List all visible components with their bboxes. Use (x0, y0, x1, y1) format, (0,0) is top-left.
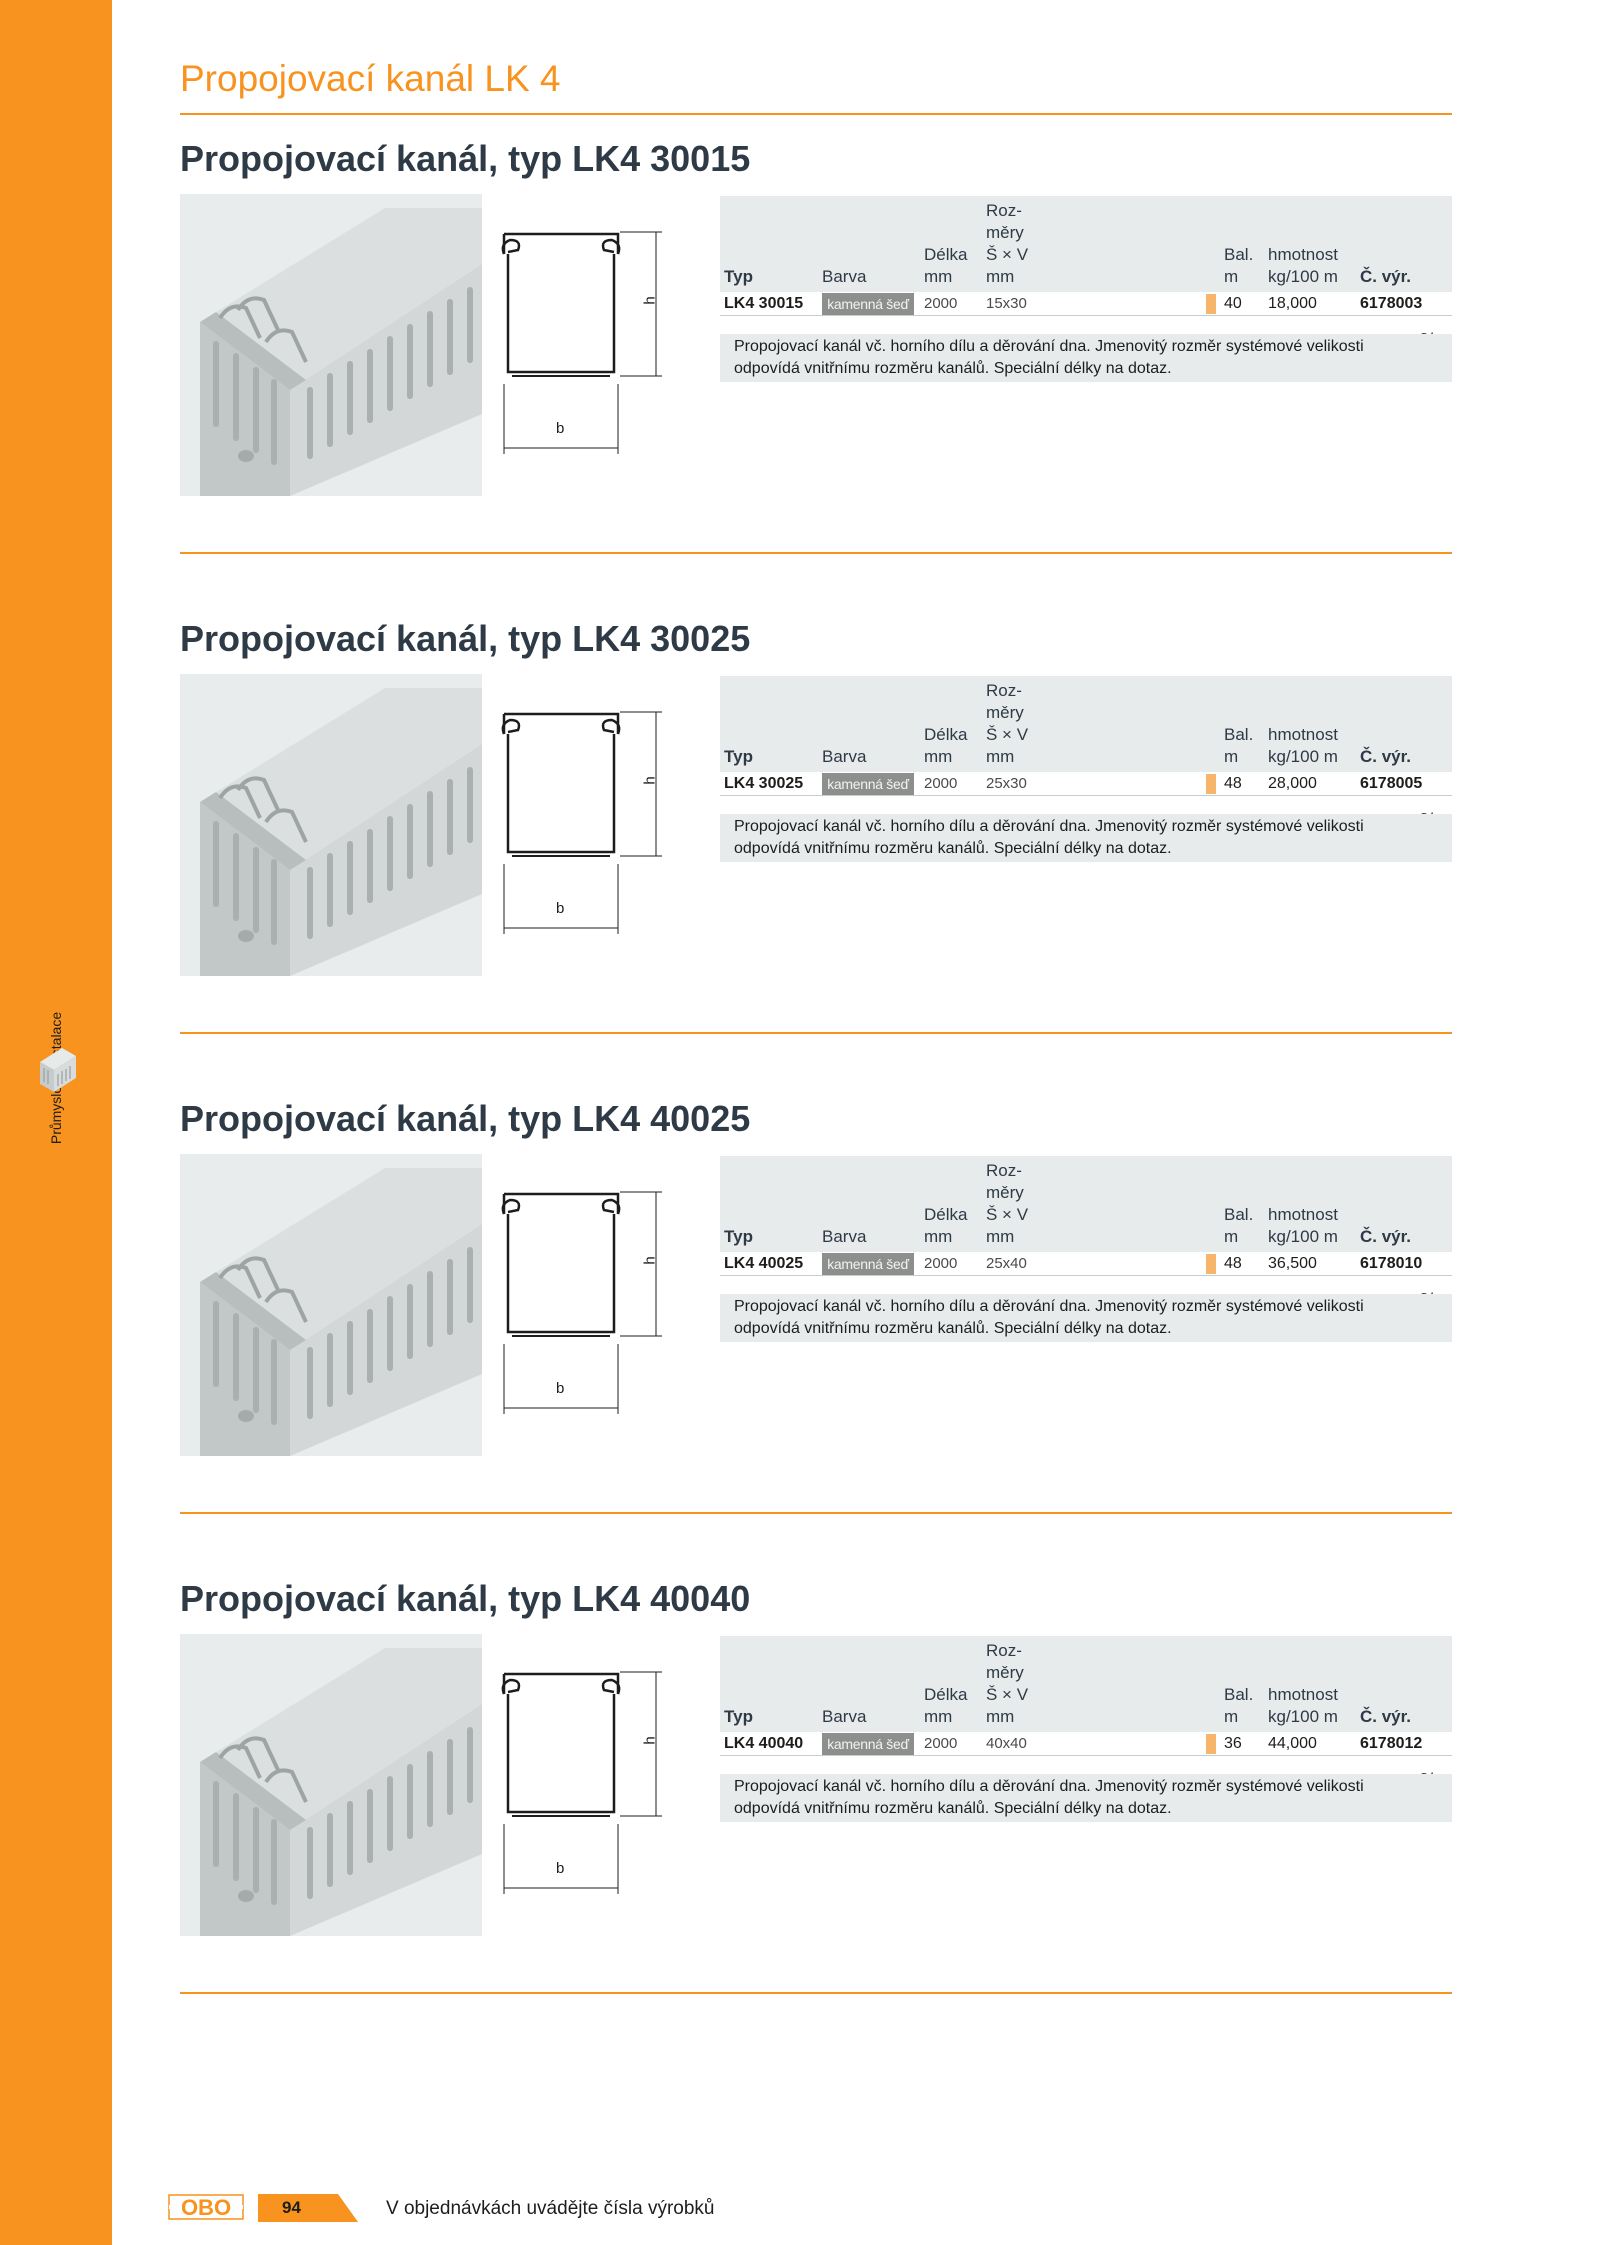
width-label: b (556, 1380, 565, 1397)
text-line: m (1224, 1227, 1239, 1246)
text-line: odpovídá vnitřnímu rozměru kanálů. Speciální délky na dotaz. (734, 1800, 1172, 1817)
section-divider (180, 552, 1452, 554)
text-line: kg/100 m (1268, 1707, 1338, 1726)
text-line: mm (924, 1707, 953, 1726)
header-bal (1224, 244, 1253, 288)
footer-note: V objednávkách uvádějte čísla výrobků (386, 2198, 715, 2219)
color-swatch: kamenná šeď (822, 773, 914, 795)
product-description (720, 814, 1452, 862)
logo-text: OBO (180, 2195, 232, 2220)
header-rozmery (986, 1640, 1028, 1728)
header-rozmery (986, 1160, 1028, 1248)
cross-section-drawing (498, 706, 688, 938)
text-line: Propojovací kanál vč. horního dílu a děrování dna. Jmenovitý rozměr systémové velikosti (734, 1778, 1364, 1795)
height-label: h (641, 296, 659, 305)
text-line: odpovídá vnitřnímu rozměru kanálů. Speciální délky na dotaz. (734, 360, 1172, 377)
cell-delka: 2000 (924, 1735, 958, 1752)
cell-typ: LK4 30025 (724, 775, 804, 792)
cell-rozmery: 25x30 (986, 775, 1027, 792)
width-label: b (556, 420, 565, 437)
header-typ: Typ (724, 1707, 753, 1726)
color-swatch: kamenná šeď (822, 293, 914, 315)
cell-bal: 48 (1224, 1255, 1242, 1272)
product-description (720, 1774, 1452, 1822)
cell-cvyr: 6178003 (1360, 295, 1423, 312)
product-description (720, 334, 1452, 382)
width-label: b (556, 900, 565, 917)
section-title: Propojovací kanál, typ LK4 30015 (180, 138, 751, 179)
cell-typ: LK4 30015 (724, 295, 804, 312)
page-title: Propojovací kanál LK 4 (180, 58, 561, 99)
header-cvyr: Č. výr. (1360, 747, 1412, 766)
cell-hmotnost: 36,500 (1268, 1255, 1317, 1272)
header-typ: Typ (724, 747, 753, 766)
header-cvyr: Č. výr. (1360, 267, 1412, 286)
text-line: Bal. (1224, 245, 1254, 264)
text-line: hmotnost (1268, 245, 1338, 264)
cross-section-drawing (498, 1186, 688, 1418)
text-line: Bal. (1224, 1205, 1254, 1224)
page-number-text: 94 (282, 2198, 301, 2217)
text-line: m (1224, 1707, 1239, 1726)
text-line: měry (986, 1183, 1024, 1202)
text-line: m (1224, 747, 1239, 766)
header-delka (924, 244, 967, 288)
spec-table (720, 1636, 1452, 1752)
cell-delka: 2000 (924, 1255, 958, 1272)
text-line: mm (924, 1227, 953, 1246)
cell-bal: 48 (1224, 775, 1242, 792)
text-line: měry (986, 1663, 1024, 1682)
product-description (720, 1294, 1452, 1342)
text-line: Propojovací kanál vč. horního dílu a děrování dna. Jmenovitý rozměr systémové velikosti (734, 1298, 1364, 1315)
header-delka (924, 1684, 967, 1728)
text-line: měry (986, 223, 1024, 242)
table-row (720, 292, 1452, 316)
header-hmotnost (1268, 1684, 1338, 1728)
product-section (180, 618, 1452, 1108)
header-rozmery (986, 200, 1028, 288)
height-label: h (641, 1256, 659, 1265)
width-label: b (556, 1860, 565, 1877)
header-bal (1224, 1684, 1253, 1728)
cell-cvyr: 6178012 (1360, 1735, 1423, 1752)
header-typ: Typ (724, 1227, 753, 1246)
text-line: Propojovací kanál vč. horního dílu a děrování dna. Jmenovitý rozměr systémové velikosti (734, 338, 1364, 355)
header-typ: Typ (724, 267, 753, 286)
spec-table (720, 196, 1452, 312)
color-swatch: kamenná šeď (822, 1253, 914, 1275)
text-line: Délka (924, 1685, 968, 1704)
text-line: Š × V (986, 725, 1029, 744)
availability-marker (1206, 1254, 1216, 1274)
text-line: hmotnost (1268, 1685, 1338, 1704)
header-rozmery (986, 680, 1028, 768)
height-label: h (641, 776, 659, 785)
text-line: odpovídá vnitřnímu rozměru kanálů. Speciální délky na dotaz. (734, 840, 1172, 857)
text-line: hmotnost (1268, 1205, 1338, 1224)
header-cvyr: Č. výr. (1360, 1227, 1412, 1246)
spec-table (720, 1156, 1452, 1272)
text-line: mm (924, 747, 953, 766)
header-cvyr: Č. výr. (1360, 1707, 1412, 1726)
text-line: měry (986, 703, 1024, 722)
header-hmotnost (1268, 1204, 1338, 1248)
text-line: Délka (924, 245, 968, 264)
cable-duct-thumbnail-icon (36, 1044, 78, 1094)
section-title: Propojovací kanál, typ LK4 40025 (180, 1098, 751, 1139)
text-line: Délka (924, 725, 968, 744)
product-photo (180, 194, 482, 496)
cell-bal: 40 (1224, 295, 1242, 312)
cell-cvyr: 6178010 (1360, 1255, 1423, 1272)
text-line: kg/100 m (1268, 747, 1338, 766)
text-line: Roz- (986, 681, 1022, 700)
color-swatch: kamenná šeď (822, 1733, 914, 1755)
cell-typ: LK4 40025 (724, 1255, 804, 1272)
text-line: Roz- (986, 1641, 1022, 1660)
cell-delka: 2000 (924, 775, 958, 792)
text-line: mm (924, 267, 953, 286)
text-line: Bal. (1224, 1685, 1254, 1704)
text-line: Bal. (1224, 725, 1254, 744)
availability-marker (1206, 1734, 1216, 1754)
cell-rozmery: 15x30 (986, 295, 1027, 312)
obo-logo (168, 2194, 244, 2220)
section-divider (180, 1512, 1452, 1514)
header-barva: Barva (822, 1227, 867, 1246)
cell-hmotnost: 44,000 (1268, 1735, 1317, 1752)
section-divider (180, 1992, 1452, 1994)
cell-cvyr: 6178005 (1360, 775, 1423, 792)
header-delka (924, 1204, 967, 1248)
section-title: Propojovací kanál, typ LK4 40040 (180, 1578, 751, 1619)
section-title: Propojovací kanál, typ LK4 30025 (180, 618, 751, 659)
header-delka (924, 724, 967, 768)
cell-hmotnost: 28,000 (1268, 775, 1317, 792)
text-line: kg/100 m (1268, 1227, 1338, 1246)
text-line: odpovídá vnitřnímu rozměru kanálů. Speciální délky na dotaz. (734, 1320, 1172, 1337)
header-bal (1224, 1204, 1253, 1248)
cell-rozmery: 40x40 (986, 1735, 1027, 1752)
cell-hmotnost: 18,000 (1268, 295, 1317, 312)
text-line: Propojovací kanál vč. horního dílu a děrování dna. Jmenovitý rozměr systémové velikosti (734, 818, 1364, 835)
header-bal (1224, 724, 1253, 768)
cell-typ: LK4 40040 (724, 1735, 804, 1752)
product-photo (180, 1154, 482, 1456)
cell-bal: 36 (1224, 1735, 1242, 1752)
product-photo (180, 674, 482, 976)
text-line: Š × V (986, 245, 1029, 264)
text-line: m (1224, 267, 1239, 286)
text-line: Š × V (986, 1685, 1029, 1704)
text-line: Roz- (986, 201, 1022, 220)
height-label: h (641, 1736, 659, 1745)
text-line: kg/100 m (1268, 267, 1338, 286)
text-line: mm (986, 267, 1015, 286)
header-barva: Barva (822, 747, 867, 766)
cell-delka: 2000 (924, 295, 958, 312)
header-barva: Barva (822, 1707, 867, 1726)
product-section (180, 138, 1452, 628)
product-photo (180, 1634, 482, 1936)
spec-table (720, 676, 1452, 792)
title-divider (180, 113, 1452, 115)
page-number (258, 2194, 358, 2222)
table-row (720, 1252, 1452, 1276)
text-line: mm (986, 1227, 1015, 1246)
sidebar-label-text: Průmyslové instalace (48, 1011, 64, 1145)
cross-section-drawing (498, 226, 688, 458)
cross-section-drawing (498, 1666, 688, 1898)
text-line: mm (986, 747, 1015, 766)
product-section (180, 1578, 1452, 2068)
text-line: hmotnost (1268, 725, 1338, 744)
availability-marker (1206, 774, 1216, 794)
table-row (720, 772, 1452, 796)
text-line: mm (986, 1707, 1015, 1726)
cell-rozmery: 25x40 (986, 1255, 1027, 1272)
product-section (180, 1098, 1452, 1588)
section-divider (180, 1032, 1452, 1034)
table-row (720, 1732, 1452, 1756)
text-line: Délka (924, 1205, 968, 1224)
text-line: Roz- (986, 1161, 1022, 1180)
header-hmotnost (1268, 244, 1338, 288)
text-line: Š × V (986, 1205, 1029, 1224)
availability-marker (1206, 294, 1216, 314)
header-hmotnost (1268, 724, 1338, 768)
header-barva: Barva (822, 267, 867, 286)
